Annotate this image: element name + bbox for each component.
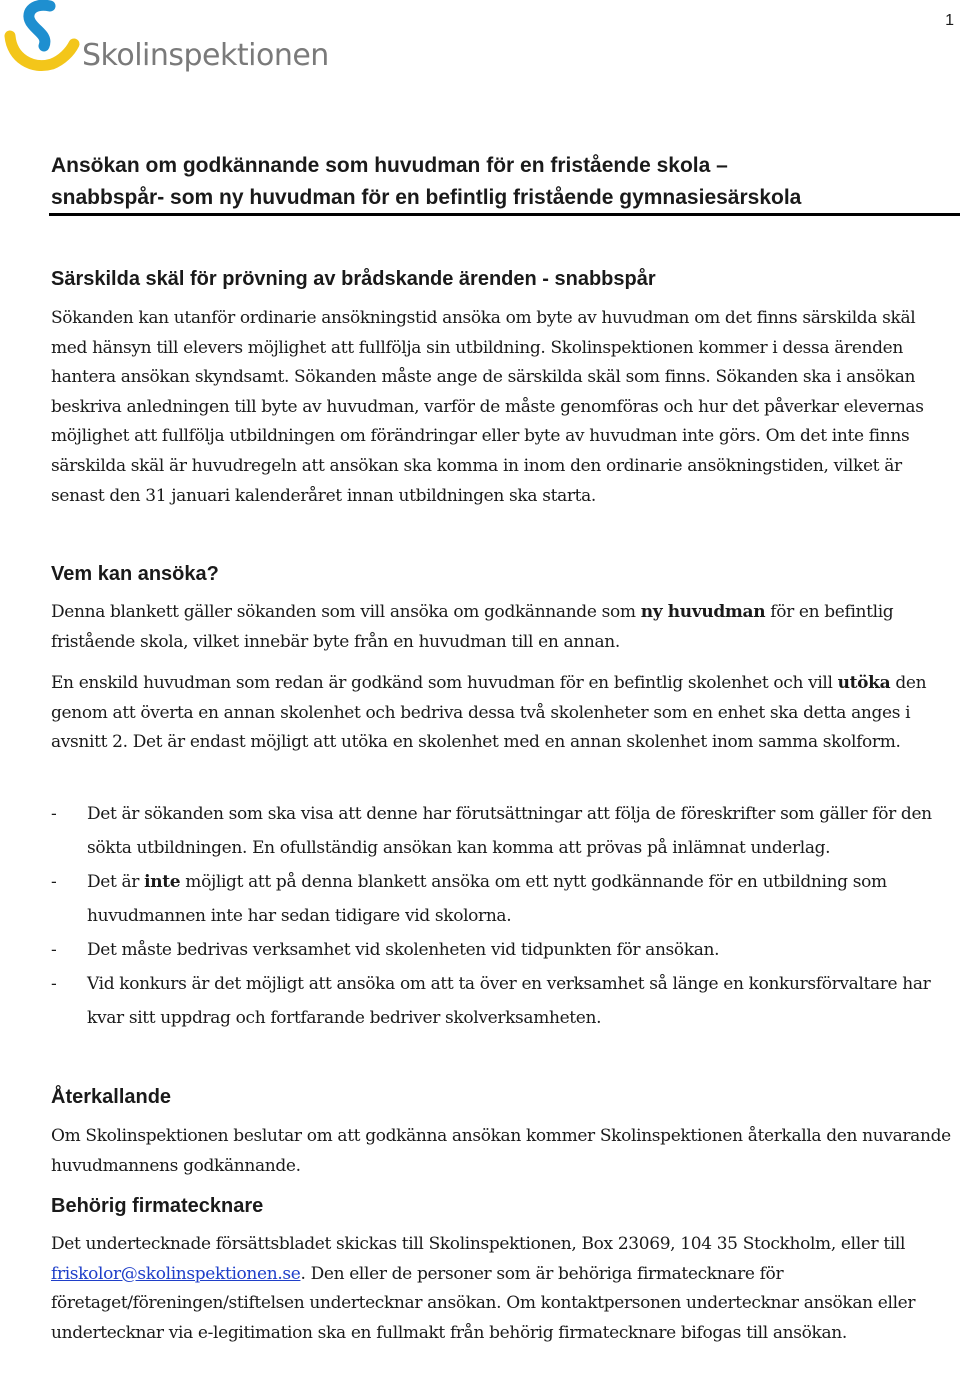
list-item-text: Det är sökanden som ska visa att denne har förutsättningar att följa de föreskrifter som gäller för den sökta utbildningen. En ofullständig ansökan kan komma att prövas på inlämnat underlag. xyxy=(87,804,932,858)
conditions-list xyxy=(51,797,956,1035)
title-divider xyxy=(49,213,960,216)
list-item xyxy=(51,967,956,1035)
paragraph-signatory xyxy=(51,1230,956,1348)
email-link[interactable]: friskolor@skolinspektionen.se xyxy=(51,1263,301,1284)
heading-signatory: Behörig firmatecknare xyxy=(51,1195,264,1217)
heading-revocation: Återkallande xyxy=(51,1086,172,1108)
list-dash: - xyxy=(51,974,57,994)
paragraph-who-2 xyxy=(51,669,956,758)
text-span: . Den eller de personer som är behöriga firmatecknare för företaget/föreningen/stiftelsen undertecknar ansökan. Om kontaktpersonen undertecknar ansökan eller undertecknar via e-legitimation ska en fullmakt från behörig firmatecknare bifogas till ansökan. xyxy=(51,1263,916,1343)
paragraph-revocation: Om Skolinspektionen beslutar om att godkänna ansökan kommer Skolinspektionen återkalla den nuvarande huvudmannens godkännande. xyxy=(51,1126,951,1176)
list-dash: - xyxy=(51,872,57,892)
text-span: för en befintlig fristående skola, vilket innebär byte från en huvudman till en annan. xyxy=(51,602,894,652)
heading-who-can-apply: Vem kan ansöka? xyxy=(51,563,219,585)
logo-mark-icon xyxy=(2,0,84,80)
bold-span: utöka xyxy=(837,673,891,693)
heading-special-reasons: Särskilda skäl för prövning av brådskande ärenden - snabbspår xyxy=(51,268,656,290)
title-line-2: snabbspår- som ny huvudman för en befintlig fristående gymnasiesärskola xyxy=(51,186,802,209)
list-item xyxy=(51,797,956,865)
bold-span: inte xyxy=(144,872,181,892)
list-item-text: Det måste bedrivas verksamhet vid skolenheten vid tidpunkten för ansökan. xyxy=(87,940,720,960)
text-span: Denna blankett gäller sökanden som vill ansöka om godkännande som xyxy=(51,602,641,622)
text-span: En enskild huvudman som redan är godkänd som huvudman för en befintlig skolenhet och vill xyxy=(51,673,838,693)
list-item-text: Det är xyxy=(87,872,145,892)
skolinspektionen-logo xyxy=(0,0,330,84)
page-number: 1 xyxy=(945,12,954,29)
paragraph-who-1 xyxy=(51,598,956,657)
list-item xyxy=(51,865,956,933)
list-item-text: möjligt att på denna blankett ansöka om ett nytt godkännande för en utbildning som huvudmannen inte har sedan tidigare vid skolorna. xyxy=(87,872,887,926)
logo-text: Skolinspektionen xyxy=(82,38,329,73)
title-line-1: Ansökan om godkännande som huvudman för en fristående skola – xyxy=(51,154,728,177)
list-dash: - xyxy=(51,804,57,824)
paragraph-special-reasons: Sökanden kan utanför ordinarie ansökningstid ansöka om byte av huvudman om det finns särskilda skäl med hänsyn till elevers möjlighet att fullfölja sin utbildning. Skolinspektionen kommer i dessa ärenden hantera ansökan skyndsamt. Sökanden måste ange de särskilda skäl som finns. Sökanden ska i ansökan beskriva anledningen till byte av huvudman, varför de måste genomföras och hur det påverkar elevernas möjlighet att fullfölja utbildningen om förändringar eller byte av huvudman inte görs. Om det inte finns särskilda skäl är huvudregeln att ansökan ska komma in inom den ordinarie ansökningstiden, vilket är senast den 31 januari kalenderåret innan utbildningen ska starta. xyxy=(51,308,924,506)
text-span: den genom att överta en annan skolenhet och bedriva dessa två skolenheter som en enhet ska detta anges i avsnitt 2. Det är endast möjligt att utöka en skolenhet med en annan skolenhet inom samma skolform. xyxy=(51,673,927,753)
list-dash: - xyxy=(51,940,57,960)
list-item xyxy=(51,933,956,967)
list-item-text: Vid konkurs är det möjligt att ansöka om att ta över en verksamhet så länge en konkursförvaltare har kvar sitt uppdrag och fortfarande bedriver skolverksamheten. xyxy=(87,974,931,1028)
bold-span: ny huvudman xyxy=(640,602,766,622)
document-title xyxy=(51,150,911,214)
text-span: Det undertecknade försättsbladet skickas till Skolinspektionen, Box 23069, 104 35 Stockholm, eller till xyxy=(51,1234,906,1254)
